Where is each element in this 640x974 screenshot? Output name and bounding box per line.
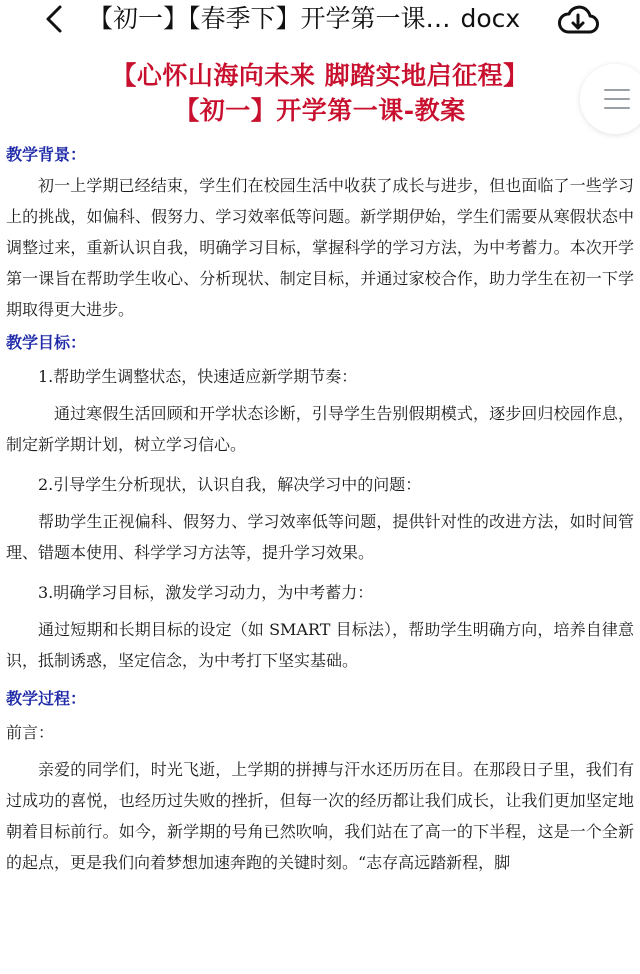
document-header [0, 58, 640, 128]
goal-item-desc: 通过短期和长期目标的设定（如 SMART 目标法），帮助学生明确方向，培养自律意识，抵制诱惑，坚定信念，为中考打下坚实基础。 [6, 620, 634, 670]
goal-item-title: 2.引导学生分析现状，认识自我，解决学习中的问题： [38, 475, 422, 494]
document-body [6, 140, 634, 878]
preface-paragraph: 亲爱的同学们，时光飞逝，上学期的拼搏与汗水还历历在目。在那段日子里，我们有过成功的喜悦，也经历过失败的挫折，但每一次的经历都让我们成长，让我们更加坚定地朝着目标前行。如今，新学期的号角已然吹响，我们站在了高一的下半程，这是一个全新的起点，更是我们向着梦想加速奔跑的关键时刻。“志存高远踏新程，脚 [6, 760, 634, 872]
document-title-text: 【初一】【春季下】开学第一课… [88, 4, 451, 33]
back-chevron-icon[interactable] [40, 4, 70, 34]
section-heading-background: 教学背景： [6, 145, 87, 164]
document-title-line-1: 【心怀山海向未来 脚踏实地启征程】 [111, 61, 529, 90]
section-heading-goals: 教学目标： [6, 333, 87, 352]
background-paragraph: 初一上学期已经结束，学生们在校园生活中收获了成长与进步，但也面临了一些学习上的挑战，如偏科、假努力、学习效率低等问题。新学期伊始，学生们需要从寒假状态中调整过来，重新认识自我，明确学习目标，掌握科学的学习方法，为中考蓄力。本次开学第一课旨在帮助学生收心、分析现状、制定目标，并通过家校合作，助力学生在初一下学期取得更大进步。 [6, 176, 634, 319]
document-title [88, 0, 538, 38]
section-heading-process: 教学过程： [6, 689, 87, 708]
goal-item-title: 1.帮助学生调整状态，快速适应新学期节奏： [38, 367, 358, 386]
cloud-download-icon[interactable] [556, 2, 600, 38]
document-title-line-2: 【初一】开学第一课-教案 [174, 96, 466, 125]
goal-item-desc: 帮助学生正视偏科、假努力、学习效率低等问题，提供针对性的改进方法，如时间管理、错题本使用、科学学习方法等，提升学习效果。 [6, 512, 634, 562]
top-bar [0, 0, 640, 38]
file-extension: docx [460, 4, 521, 33]
goal-item-title: 3.明确学习目标，激发学习动力，为中考蓄力： [38, 583, 374, 602]
preface-label: 前言： [6, 723, 55, 742]
goal-item-desc: 通过寒假生活回顾和开学状态诊断，引导学生告别假期模式，逐步回归校园作息，制定新学期计划，树立学习信心。 [6, 404, 634, 454]
